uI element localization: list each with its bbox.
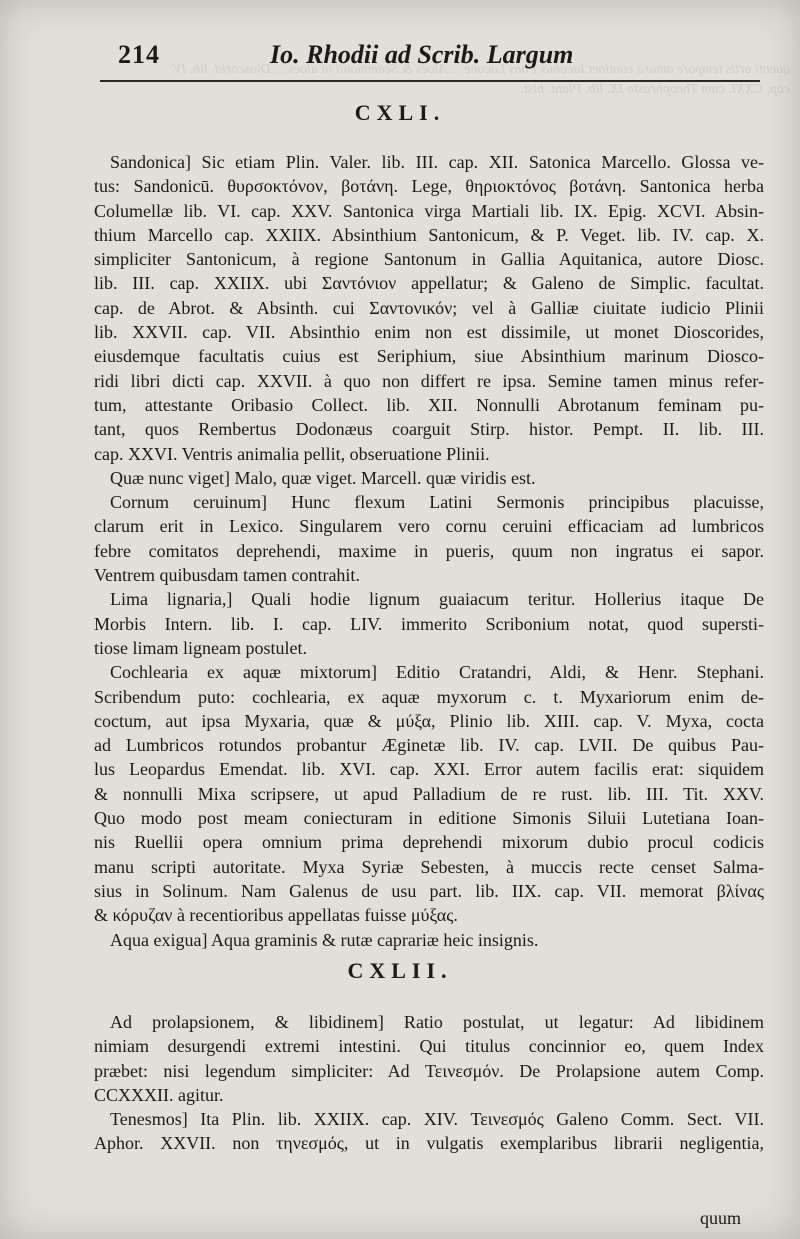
- text-line: lib. XXVII. cap. VII. Absinthio enim non est dissimile, ut monet Dioscorides,: [94, 322, 764, 343]
- show-through-text: quenti artis tempore amara continet Iacobus Pons Lacone ... Aloes & Scammonii in aloes ... Dioscorid. lib. IV. cap. CXXI. cum Theophrasto IX. lib. Plant. hist.: [171, 62, 790, 97]
- text-line: Quæ nunc viget] Malo, quæ viget. Marcell. quæ viridis est.: [110, 467, 536, 488]
- text-line: thium Marcello cap. XXIIX. Absinthium Santonicum, & P. Veget. lib. IV. cap. X.: [94, 224, 764, 245]
- text-line: Sandonica] Sic etiam Plin. Valer. lib. III. cap. XII. Satonica Marcello. Glossa ve-: [110, 152, 764, 172]
- text-line: manu scripti autoritate. Myxa Syriæ Sebesten, à muccis recte censet Salma-: [94, 856, 764, 877]
- text-line: Quo modo post meam coniecturam in editione Simonis Siluii Lutetiana Ioan-: [94, 808, 764, 829]
- header-rule: [100, 80, 760, 82]
- text-line: nimiam desurgendi extremi intestini. Qui titulus concinnior eo, quem Index: [94, 1036, 764, 1057]
- text-line: ad Lumbricos rotundos probantur Æginetæ lib. IV. cap. LVII. De quibus Pau-: [94, 735, 764, 756]
- text-line: CCXXXII. agitur.: [94, 1084, 224, 1105]
- text-line: tus: Sandonicū. θυρσοκτόνον, βοτάνη. Lege, θηριοκτόνος βοτάνη. Santonica herba: [94, 176, 764, 197]
- text-line: coctum, aut ipsa Myxaria, quæ & μύξα, Plinio lib. XIII. cap. V. Myxa, cocta: [94, 710, 764, 731]
- page-number: 214: [118, 40, 160, 69]
- text-line: Columellæ lib. VI. cap. XXV. Santonica virga Martiali lib. IX. Epig. XCVI. Absin-: [94, 200, 764, 221]
- text-line: ridi libri dicti cap. XXVII. à quo non differt re ipsa. Semine tamen minus refer-: [94, 370, 764, 391]
- text-line: Lima lignaria,] Quali hodie lignum guaiacum teritur. Hollerius itaque De: [110, 589, 764, 610]
- section-body-cxlii: [94, 1010, 764, 1156]
- text-line: Aqua exigua] Aqua graminis & rutæ caprariæ heic insignis.: [110, 929, 539, 950]
- text-line: cap. XXVI. Ventris animalia pellit, obseruatione Plinii.: [94, 443, 490, 464]
- text-line: sius in Solinum. Nam Galenus de usu part. lib. IIX. cap. VII. memorat βλίνας: [94, 880, 764, 901]
- text-line: tiose limam ligneam postulet.: [94, 637, 307, 658]
- section-title-cxli: CXLI.: [354, 100, 446, 125]
- text-line: cap. de Abrot. & Absinth. cui Σαντονικόν; vel à Galliæ ciuitate iudicio Plinii: [94, 297, 764, 318]
- text-line: simpliciter Santonicum, à regione Santonum in Gallia Aquitanica, autore Diosc.: [94, 249, 764, 270]
- text-line: tant, quos Rembertus Dodonæus coarguit Stirp. histor. Pempt. II. lib. III.: [94, 419, 764, 440]
- text-line: Cochlearia ex aquæ mixtorum] Editio Cratandri, Aldi, & Henr. Stephani.: [110, 662, 764, 683]
- text-line: Morbis Intern. lib. I. cap. LIV. immerito Scribonium notat, quod supersti-: [94, 613, 764, 634]
- running-head: Io. Rhodii ad Scrib. Largum: [270, 40, 574, 69]
- text-line: febre comitatos deprehendi, maxime in pueris, quum non ingratus ei sapor.: [94, 540, 764, 561]
- text-line: clarum erit in Lexico. Singularem vero cornu ceruini efficaciam ad lumbricos: [94, 516, 764, 537]
- text-line: Ad prolapsionem, & libidinem] Ratio postulat, ut legatur: Ad libidinem: [110, 1012, 764, 1032]
- text-line: & κόρυζαν à recentioribus appellatas fuisse μύξας.: [94, 905, 458, 926]
- text-line: lus Leopardus Emendat. lib. XVI. cap. XXI. Error autem facilis erat: siquidem: [94, 759, 764, 780]
- section-body-cxli: [94, 150, 764, 952]
- text-line: præbet: nisi legendum simpliciter: Ad Τεινεσμόν. De Prolapsione autem Comp.: [94, 1060, 764, 1081]
- catchword: quum: [700, 1208, 742, 1228]
- text-line: tum, attestante Oribasio Collect. lib. XII. Nonnulli Abrotanum feminam pu-: [94, 394, 764, 415]
- section-title-cxlii: CXLII.: [347, 958, 453, 983]
- text-line: nis Ruellii opera omnium prima deprehendi mixorum dubio procul codicis: [94, 832, 764, 853]
- text-line: lib. III. cap. XXIIX. ubi Σαντόνιον appellatur; & Galeno de Simplic. facultat.: [94, 273, 764, 294]
- text-line: Tenesmos] Ita Plin. lib. XXIIX. cap. XIV. Τεινεσμός Galeno Comm. Sect. VII.: [110, 1109, 764, 1130]
- text-line: Scribendum puto: cochlearia, ex aquæ myxorum c. t. Myxariorum enim de-: [94, 686, 764, 707]
- text-line: eiusdemque facultatis cuius est Seriphium, siue Absinthium marinum Diosco-: [94, 346, 764, 367]
- text-line: Aphor. XXVII. non τηνεσμός, ut in vulgatis exemplaribus librarii negligentia,: [94, 1133, 764, 1154]
- text-line: & nonnulli Mixa scripsere, ut apud Palladium de re rust. lib. III. Tit. XXV.: [94, 783, 764, 804]
- page-header: [118, 36, 758, 76]
- text-line: Cornum ceruinum] Hunc flexum Latini Sermonis principibus placuisse,: [110, 492, 764, 513]
- text-line: Ventrem quibusdam tamen contrahit.: [94, 565, 360, 586]
